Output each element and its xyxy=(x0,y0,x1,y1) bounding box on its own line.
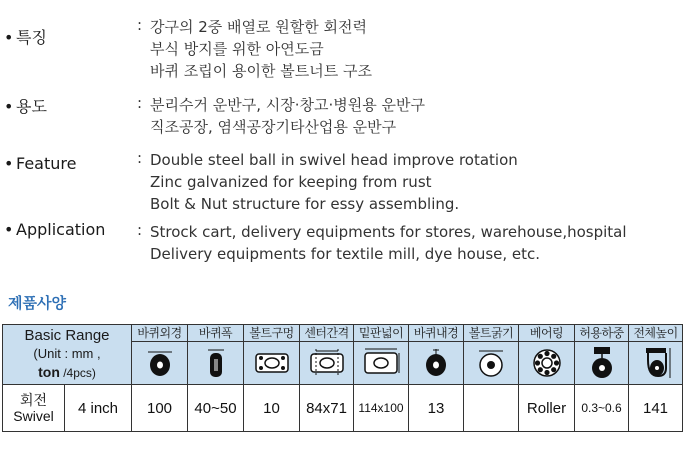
value-cell: 0.3~0.6 xyxy=(575,385,629,432)
col-title: 볼트굵기 xyxy=(464,325,519,342)
feature-label: • 특징 xyxy=(4,28,47,47)
col-title: 전체높이 xyxy=(629,325,683,342)
value-cell xyxy=(464,385,519,432)
overall-height-icon xyxy=(629,344,682,382)
value-cell: 141 xyxy=(629,385,683,432)
col-title: 바퀴외경 xyxy=(132,325,188,342)
table-row xyxy=(3,385,683,432)
wheel-width-icon xyxy=(188,344,243,382)
col-title: 밑판넓이 xyxy=(354,325,409,342)
feature-label: • Application xyxy=(4,220,106,239)
bearing-icon xyxy=(519,344,574,382)
col-title: 볼트구멍 xyxy=(244,325,300,342)
bolt-hole-icon xyxy=(244,344,299,382)
feature-label: • 용도 xyxy=(4,97,47,116)
feature-lines: 강구의 2중 배열로 원할한 회전력 부식 방지를 위한 아연도금 바퀴 조립이 용이한 볼트너트 구조 xyxy=(150,18,372,80)
center-spacing-icon xyxy=(300,344,353,382)
value-cell: 13 xyxy=(409,385,464,432)
feature-lines: Double steel ball in swivel head improve rotation Zinc galvanized for keeping from rust Bolt & Nut structure for essy assembling. xyxy=(150,151,518,213)
base-plate-icon xyxy=(354,344,408,382)
value-cell: 10 xyxy=(244,385,300,432)
feature-lines: Strock cart, delivery equipments for stores, warehouse,hospital Delivery equipments for textile mill, dye house, etc. xyxy=(150,223,627,263)
feature-label: • Feature xyxy=(4,154,77,173)
wheel-inner-diameter-icon xyxy=(409,344,463,382)
wheel-diameter-icon xyxy=(132,344,187,382)
col-title: 바퀴폭 xyxy=(188,325,244,342)
load-capacity-icon xyxy=(575,344,628,382)
feature-lines: 분리수거 운반구, 시장·창고·병원용 운반구 직조공장, 염색공장기타산업용 운반구 xyxy=(150,96,425,136)
spec-heading: 제품사양 xyxy=(8,294,66,312)
value-cell: 84x71 xyxy=(300,385,354,432)
value-cell: 100 xyxy=(132,385,188,432)
type-cell: 회전 Swivel xyxy=(3,385,65,432)
spec-table xyxy=(2,324,683,432)
value-cell: 114x100 xyxy=(354,385,409,432)
bolt-thickness-icon xyxy=(464,344,518,382)
col-title: 베어링 xyxy=(519,325,575,342)
basic-range-cell: Basic Range (Unit : mm , ton /4pcs) xyxy=(3,325,132,385)
col-title: 센터간격 xyxy=(300,325,354,342)
size-cell: 4 inch xyxy=(65,385,132,432)
col-title: 바퀴내경 xyxy=(409,325,464,342)
col-title: 허용하중 xyxy=(575,325,629,342)
spec-header-row xyxy=(3,325,683,342)
value-cell: Roller xyxy=(519,385,575,432)
value-cell: 40~50 xyxy=(188,385,244,432)
